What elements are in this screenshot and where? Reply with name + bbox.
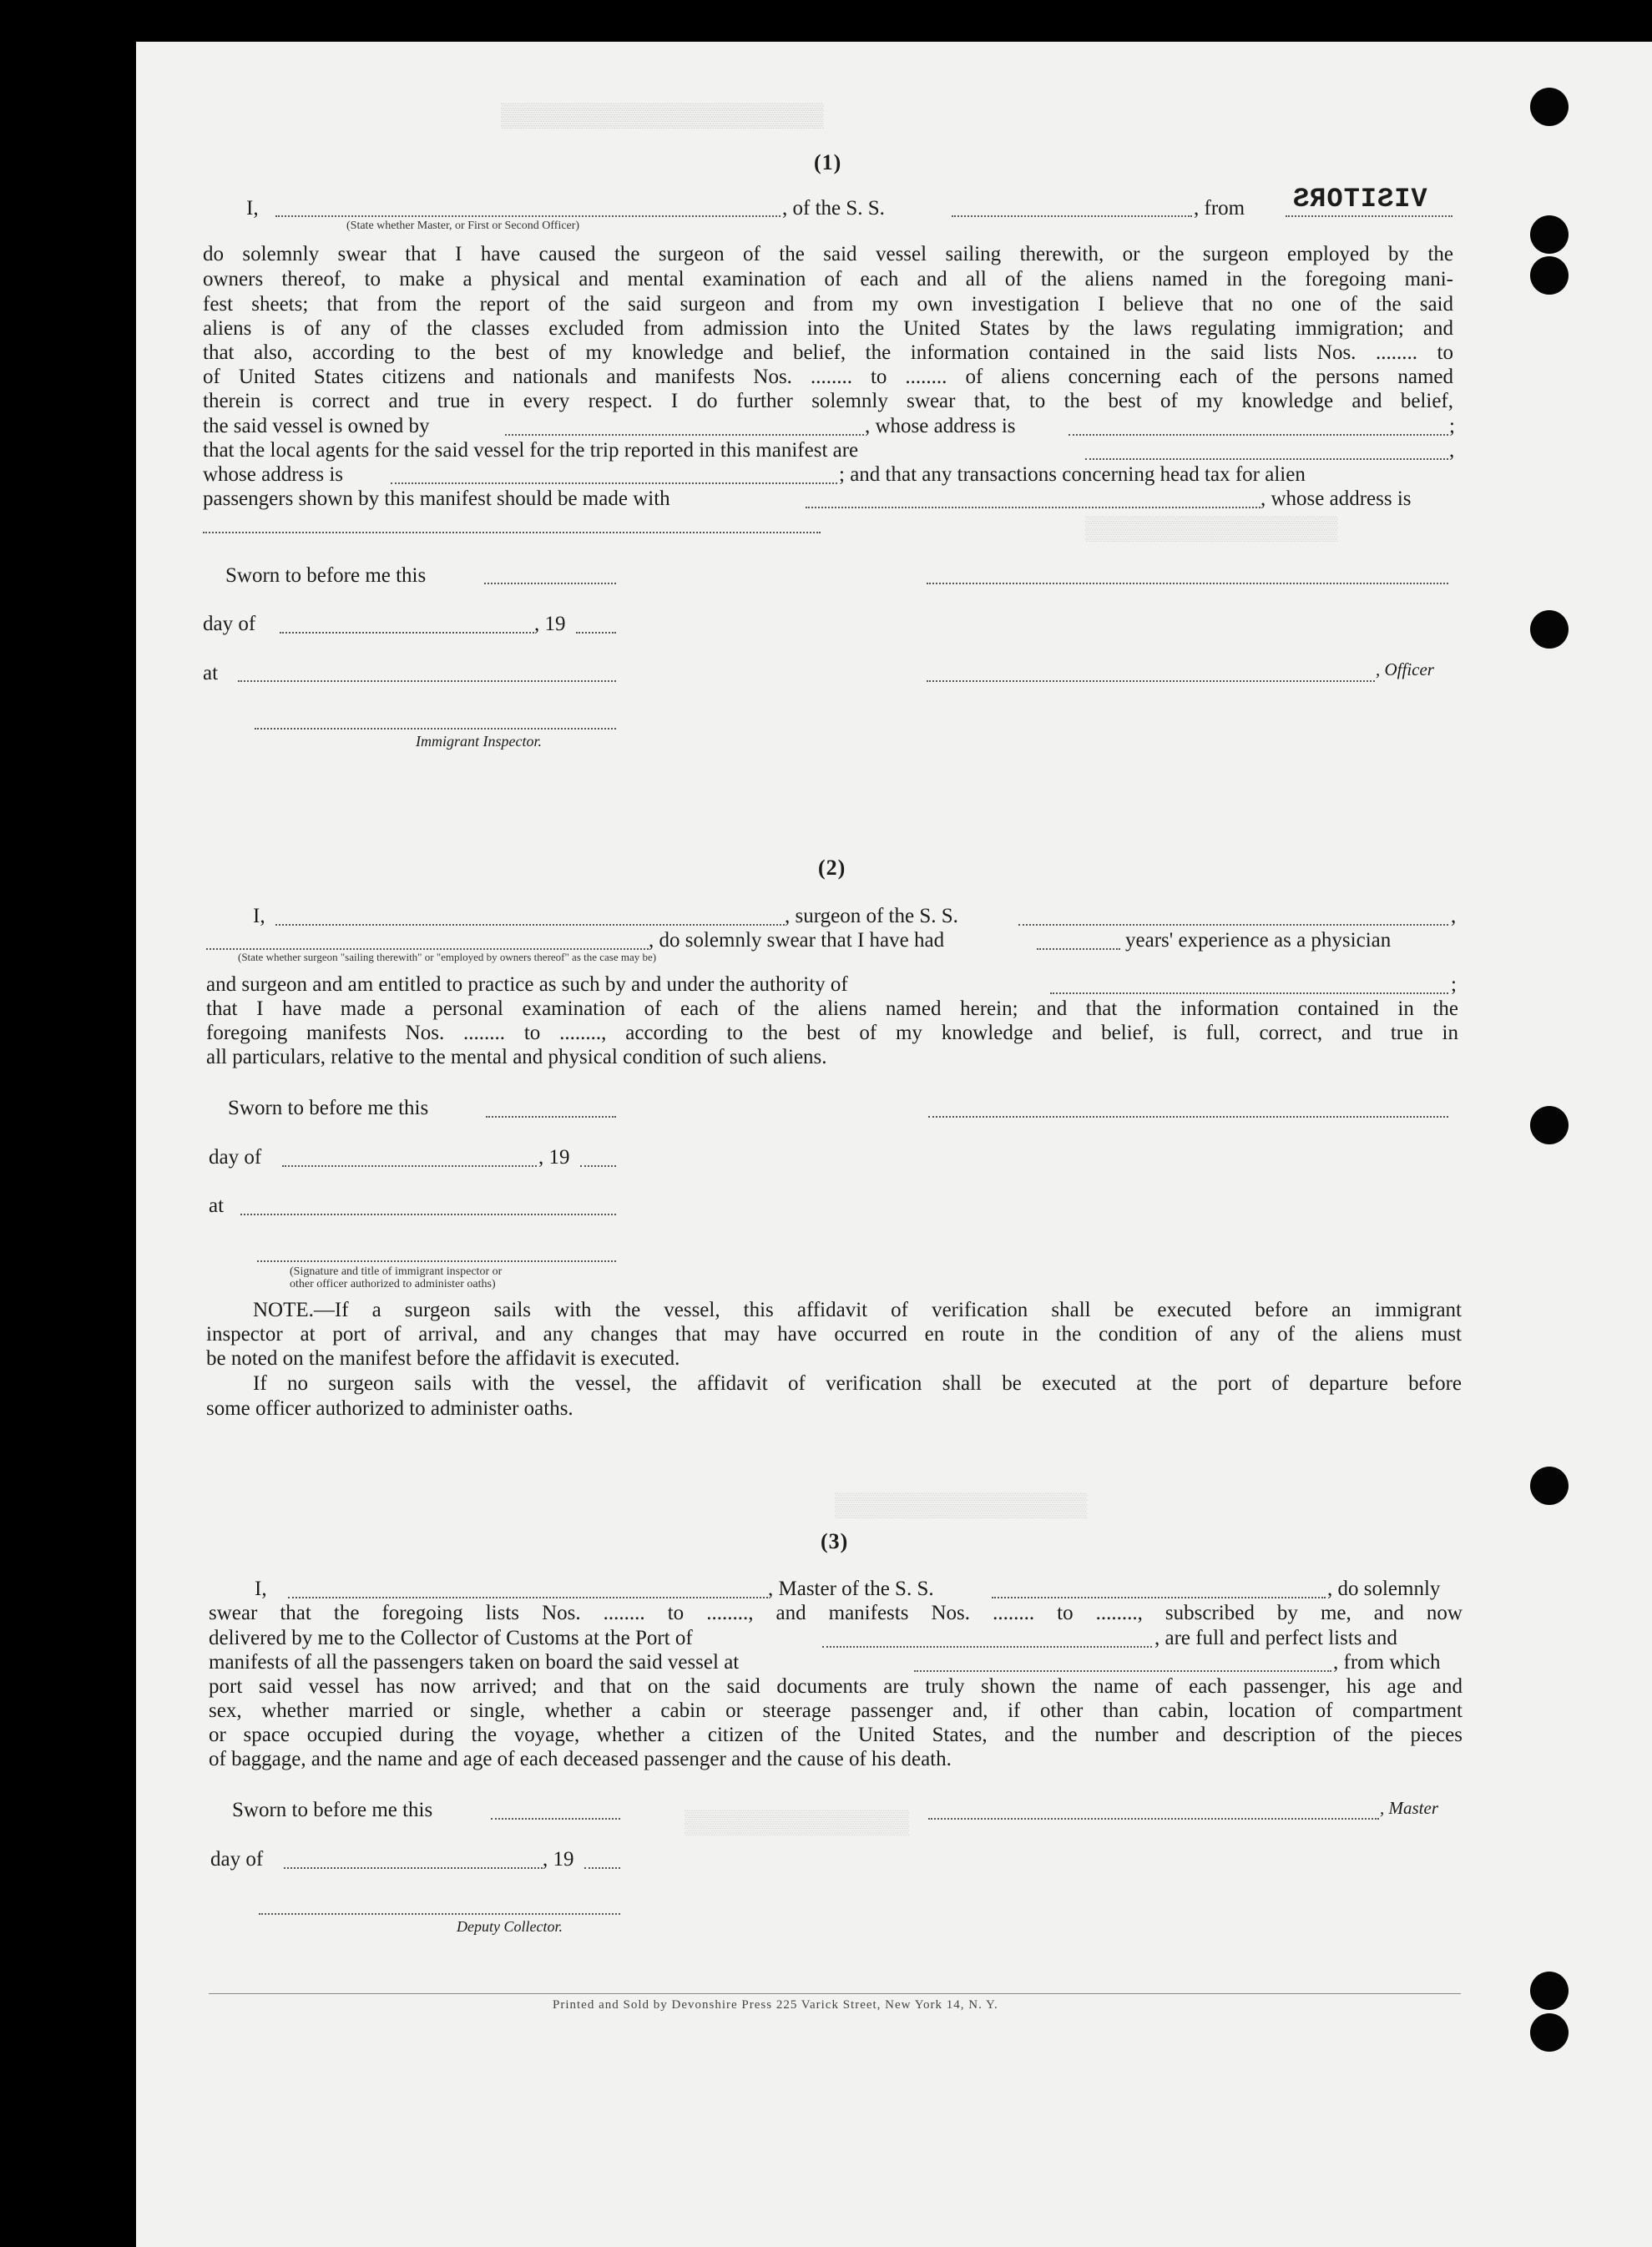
year-label: , 19 — [538, 1146, 570, 1169]
binder-hole — [1530, 1106, 1569, 1144]
section-3-last-line: of baggage, and the name and age of each deceased passenger and the cause of his death. — [209, 1748, 952, 1770]
note-line: inspector at port of arrival, and any changes that may have occurred en route in the condition of any of the aliens must — [206, 1323, 1462, 1346]
visitors-stamp: VISITORS — [1292, 184, 1427, 215]
bleed-through-text: ▒▒▒▒▒▒▒▒▒▒▒▒▒▒▒▒▒▒▒▒▒▒▒ — [501, 104, 824, 130]
from-which-text: , from which — [1333, 1651, 1441, 1674]
binder-hole — [1530, 215, 1569, 254]
whose-address-label: , whose address is — [865, 415, 1016, 437]
section-1-text-line: that also, according to the best of my knowledge and belief, the information contained in the said lists Nos. ........ to — [203, 341, 1453, 364]
officer-name-field[interactable] — [275, 215, 781, 217]
binder-hole — [1530, 610, 1569, 649]
port-from-field[interactable] — [1286, 215, 1452, 217]
bleed-through-text: ▒▒▒▒▒▒▒▒▒▒▒▒▒▒▒▒▒▒ — [1085, 518, 1338, 543]
at-field[interactable] — [240, 1214, 616, 1215]
semicolon: ; — [1451, 973, 1457, 996]
manifests-all-text: manifests of all the passengers taken on board the said vessel at — [209, 1651, 740, 1674]
years-experience-text: years' experience as a physician — [1125, 929, 1392, 952]
signature-note: (Signature and title of immigrant inspector or — [290, 1265, 503, 1278]
comma: , — [1449, 439, 1455, 462]
do-solemnly-text: , do solemnly swear that I have had — [649, 929, 945, 952]
years-field[interactable] — [1037, 948, 1120, 950]
section-1-text-line: fest sheets; that from the report of the said surgeon and from my own investigation I believe that no one of the said — [203, 293, 1453, 316]
at-field[interactable] — [238, 680, 616, 682]
surgeon-status-note: (State whether surgeon "sailing therewith" or "employed by owners thereof" as the case may be) — [238, 951, 657, 963]
binder-hole — [1530, 256, 1569, 295]
year-field[interactable] — [584, 1867, 620, 1869]
authority-text: and surgeon and am entitled to practice as such by and under the authority of — [206, 973, 848, 996]
local-agents-label: that the local agents for the said vessel for the trip reported in this manifest are — [203, 439, 859, 462]
section-1-text-line: owners thereof, to make a physical and mental examination of each and all of the aliens named in the foregoing mani- — [203, 268, 1453, 290]
section-2-intro-i: I, — [253, 905, 265, 927]
section-3-text-line: port said vessel has now arrived; and that on the said documents are truly shown the name of each passenger, his age and — [209, 1675, 1463, 1698]
head-tax-text: ; and that any transactions concerning head tax for alien — [839, 463, 1306, 486]
owner-field[interactable] — [505, 434, 864, 436]
master-name-field[interactable] — [288, 1597, 768, 1598]
vessel-name-field[interactable] — [952, 215, 1192, 217]
full-perfect-text: , are full and perfect lists and — [1154, 1627, 1397, 1649]
binder-hole — [1530, 88, 1569, 126]
local-agents-field[interactable] — [1085, 458, 1448, 460]
day-of-field[interactable] — [284, 1867, 543, 1869]
inspector-signature-field[interactable] — [255, 728, 616, 730]
surgeon-of-ss: , surgeon of the S. S. — [785, 905, 958, 927]
section-1-text-line: therein is correct and true in every respect. I do further solemnly swear that, to the best of my knowledge and belief, — [203, 390, 1453, 412]
section-3-intro-i: I, — [255, 1578, 267, 1600]
day-of-field[interactable] — [282, 1165, 537, 1167]
officer-rank-note: (State whether Master, or First or Second Officer) — [346, 220, 580, 232]
sworn-field[interactable] — [484, 583, 616, 584]
passengers-shown-text: passengers shown by this manifest should be made with — [203, 487, 670, 510]
day-of-label: day of — [209, 1146, 262, 1169]
head-tax-address-field[interactable] — [203, 532, 821, 533]
authority-field[interactable] — [1050, 992, 1448, 994]
comma: , — [1451, 905, 1457, 927]
section-3-text-line: or space occupied during the voyage, whether a citizen of the United States, and the number and description of the pieces — [209, 1724, 1463, 1746]
sworn-label: Sworn to before me this — [232, 1799, 433, 1821]
at-label: at — [209, 1194, 225, 1217]
section-1-of-ss: , of the S. S. — [782, 197, 885, 220]
note-last-line: be noted on the manifest before the affidavit is executed. — [206, 1347, 680, 1370]
year-field[interactable] — [576, 632, 616, 634]
officer-label: , Officer — [1376, 659, 1434, 679]
section-1-number: (1) — [814, 150, 842, 174]
note-line: NOTE.—If a surgeon sails with the vessel, this affidavit of verification shall be executed before an immigrant — [253, 1299, 1462, 1321]
section-2-number: (2) — [818, 856, 846, 880]
signature-note: other officer authorized to administer oaths) — [290, 1278, 496, 1290]
day-of-label: day of — [203, 613, 256, 635]
owned-by-label: the said vessel is owned by — [203, 415, 430, 437]
year-label: , 19 — [534, 613, 566, 635]
section-1-text-line: of United States citizens and nationals and manifests Nos. ........ to ........ of aliens concerning each of the persons named — [203, 366, 1453, 388]
master-vessel-field[interactable] — [992, 1597, 1326, 1598]
surgeon-status-field[interactable] — [206, 948, 649, 950]
section-2-text-line: that I have made a personal examination of each of the aliens named herein; and that the information contained in the — [206, 997, 1458, 1020]
section-1-from: , from — [1194, 197, 1245, 220]
section-2-last-line: all particulars, relative to the mental and physical condition of such aliens. — [206, 1046, 827, 1068]
sworn-label: Sworn to before me this — [228, 1097, 429, 1119]
deputy-collector-label: Deputy Collector. — [457, 1918, 563, 1935]
delivered-text: delivered by me to the Collector of Customs at the Port of — [209, 1627, 693, 1649]
master-signature-field[interactable] — [928, 1818, 1379, 1820]
semicolon: ; — [1449, 415, 1455, 437]
immigrant-inspector-label: Immigrant Inspector. — [416, 733, 542, 750]
sworn-field[interactable] — [491, 1818, 620, 1820]
bleed-through-text: ▒▒▒▒▒▒▒▒▒▒▒▒▒▒▒▒ — [685, 1811, 909, 1837]
binder-hole — [1530, 1467, 1569, 1505]
deputy-signature-field[interactable] — [259, 1913, 620, 1915]
master-label: , Master — [1380, 1798, 1438, 1818]
bleed-through-text: ▒▒▒▒▒▒▒▒▒▒▒▒▒▒▒▒▒▒ — [835, 1494, 1088, 1520]
section-2-text-line: foregoing manifests Nos. ........ to ........, according to the best of my knowledge and belief, is full, correct, and true in — [206, 1022, 1458, 1044]
officer-signature-field[interactable] — [927, 583, 1448, 584]
note-2-last-line: some officer authorized to administer oaths. — [206, 1397, 573, 1420]
section-1-intro-i: I, — [246, 197, 259, 220]
year-label: , 19 — [543, 1848, 574, 1871]
officer-title-field[interactable] — [927, 680, 1375, 682]
surgeon-vessel-field[interactable] — [1018, 924, 1448, 926]
boarding-port-field[interactable] — [914, 1670, 1331, 1672]
section-3-number: (3) — [821, 1529, 849, 1553]
printer-footer: Printed and Sold by Devonshire Press 225 Varick Street, New York 14, N. Y. — [553, 1998, 998, 2012]
day-of-field[interactable] — [280, 632, 534, 634]
section-1-text-line: aliens is of any of the classes excluded from admission into the United States by the laws regulating immigration; and — [203, 317, 1453, 340]
port-field[interactable] — [822, 1646, 1152, 1648]
inspector-signature-field[interactable] — [257, 1260, 616, 1262]
sworn-label: Sworn to before me this — [225, 564, 427, 587]
year-field[interactable] — [580, 1165, 616, 1167]
owner-address-field[interactable] — [1068, 434, 1448, 436]
at-label: at — [203, 662, 219, 684]
swear-lists-text: swear that the foregoing lists Nos. ........ to ........, and manifests Nos. ........ to ........, subscribed by me, and now — [209, 1602, 1463, 1624]
master-of-ss: , Master of the S. S. — [768, 1578, 934, 1600]
binder-hole — [1530, 2013, 1569, 2052]
head-tax-contact-field[interactable] — [806, 507, 1260, 508]
surgeon-signature-field[interactable] — [928, 1116, 1448, 1118]
section-1-text-line: do solemnly swear that I have caused the surgeon of the said vessel sailing therewith, or the surgeon employed by the — [203, 243, 1453, 265]
note-2-line: If no surgeon sails with the vessel, the affidavit of verification shall be executed at the port of departure before — [253, 1372, 1462, 1395]
binder-hole — [1530, 1972, 1569, 2010]
whose-address-label-3: , whose address is — [1260, 487, 1412, 510]
footer-rule — [209, 1993, 1461, 1994]
sworn-field[interactable] — [486, 1116, 616, 1118]
agents-address-field[interactable] — [391, 482, 837, 484]
whose-address-label-2: whose address is — [203, 463, 344, 486]
surgeon-name-field[interactable] — [275, 924, 785, 926]
section-3-text-line: sex, whether married or single, whether a cabin or steerage passenger and, if other than cabin, location of compartment — [209, 1699, 1463, 1722]
day-of-label: day of — [210, 1848, 264, 1871]
do-solemnly-text: , do solemnly — [1327, 1578, 1441, 1600]
